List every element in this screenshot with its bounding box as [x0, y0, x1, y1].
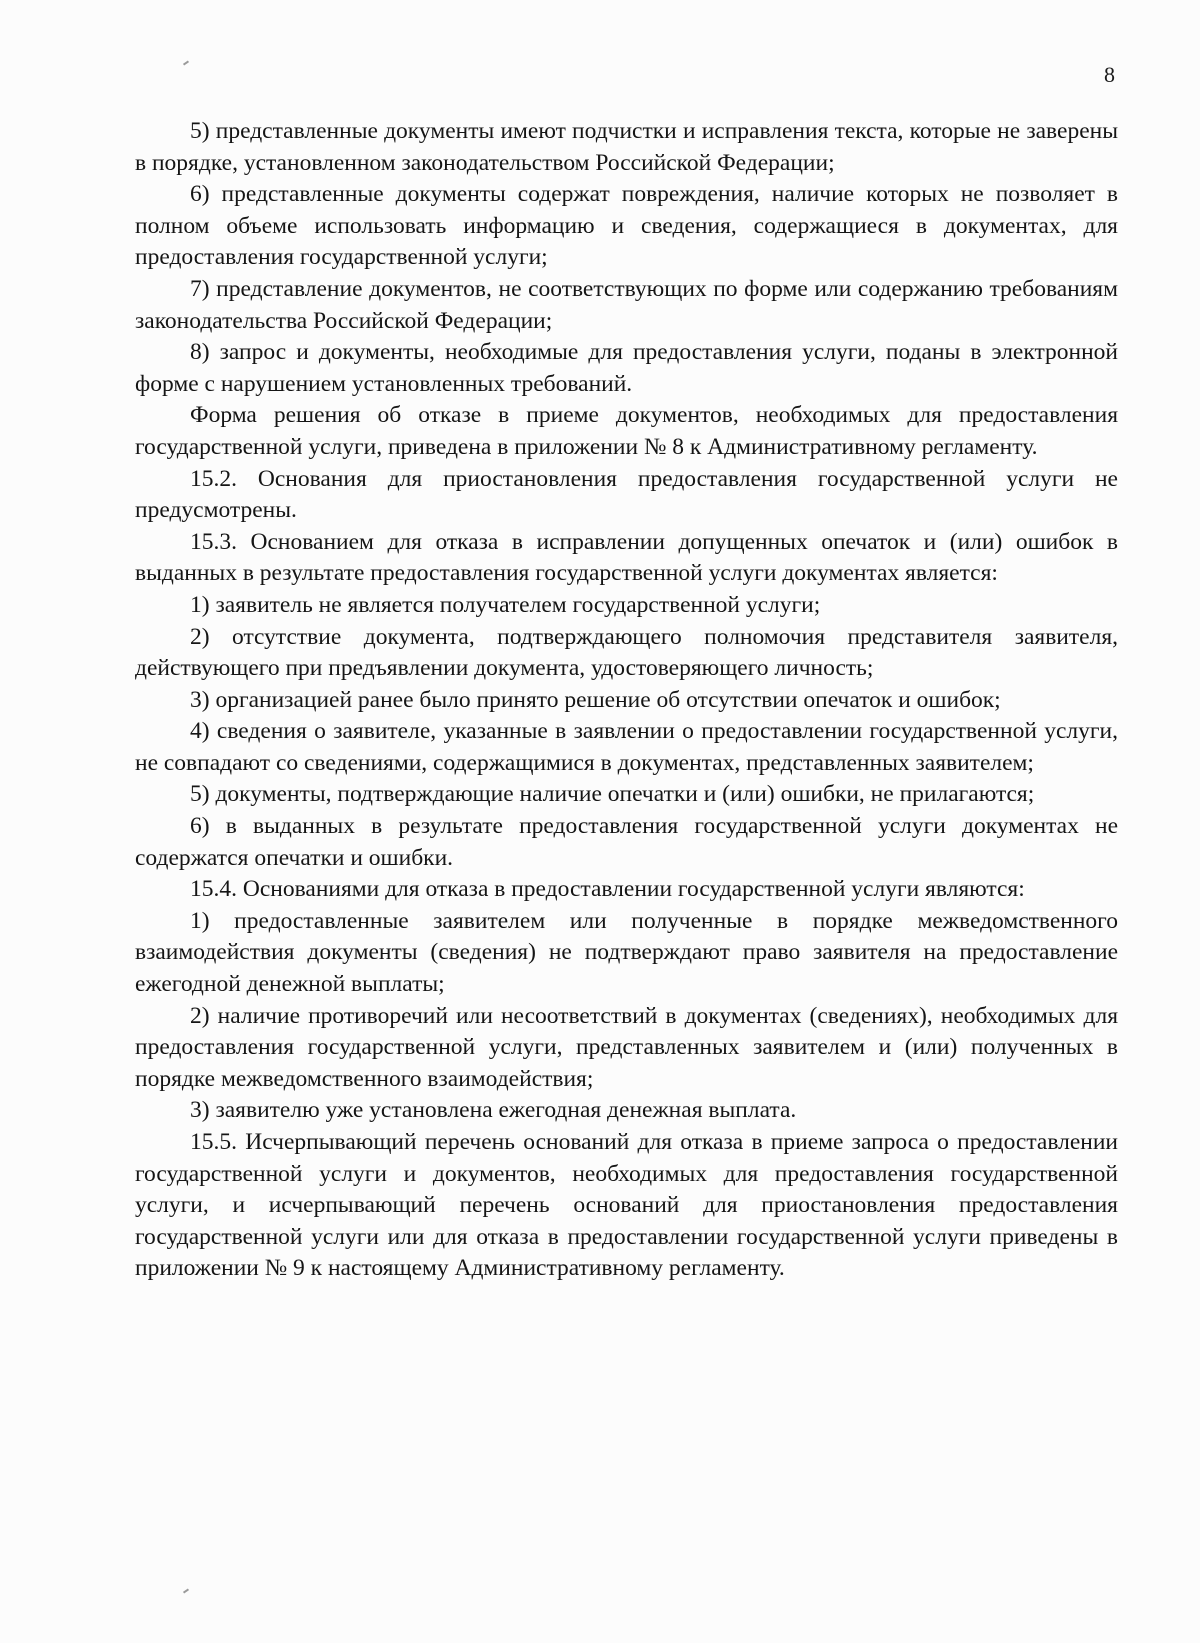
paragraph-15-3: 15.3. Основанием для отказа в исправлении допущенных опечаток и (или) ошибок в выданных в результате предоставления государственной услуги документах является: — [135, 528, 1118, 587]
paragraph-15-4-item-3: 3) заявителю уже установлена ежегодная денежная выплата. — [190, 1097, 797, 1124]
scan-speck — [183, 60, 189, 65]
paragraph-item-8: 8) запрос и документы, необходимые для предоставления услуги, поданы в электронной форме с нарушением установленных требований. — [135, 339, 1118, 397]
document-body — [135, 116, 1118, 1285]
paragraph-15-3-item-2: 2) отсутствие документа, подтверждающего полномочия представителя заявителя, действующего при предъявлении документа, удостоверяющего личность; — [135, 623, 1118, 682]
scan-speck — [183, 1588, 189, 1593]
paragraph-15-3-item-5: 5) документы, подтверждающие наличие опечатки и (или) ошибки, не прилагаются; — [190, 781, 1035, 808]
paragraph-refusal-form: Форма решения об отказе в приеме документов, необходимых для предоставления государственной услуги, приведена в приложении № 8 к Административному регламенту. — [135, 402, 1118, 460]
paragraph-15-4-item-2: 2) наличие противоречий или несоответствий в документах (сведениях), необходимых для предоставления государственной услуги, представленных заявителем и (или) полученных в порядке межведомственного взаимодействия; — [135, 1002, 1118, 1092]
paragraph-15-3-item-6: 6) в выданных в результате предоставления государственной услуги документах не содержатся опечатки и ошибки. — [135, 813, 1118, 871]
page-number: 8 — [1104, 62, 1115, 87]
paragraph-15-4: 15.4. Основаниями для отказа в предоставлении государственной услуги являются: — [190, 876, 1025, 903]
paragraph-item-6: 6) представленные документы содержат повреждения, наличие которых не позволяет в полном объеме использовать информацию и сведения, содержащиеся в документах, для предоставления государственной услуги; — [135, 181, 1118, 271]
paragraph-15-2: 15.2. Основания для приостановления предоставления государственной услуги не предусмотрены. — [135, 465, 1118, 524]
paragraph-15-3-item-3: 3) организацией ранее было принято решение об отсутствии опечаток и ошибок; — [190, 686, 1001, 713]
paragraph-15-4-item-1: 1) предоставленные заявителем или полученные в порядке межведомственного взаимодействия документы (сведения) не подтверждают право заявителя на предоставление ежегодной денежной выплаты; — [135, 907, 1118, 998]
paragraph-15-3-item-4: 4) сведения о заявителе, указанные в заявлении о предоставлении государственной услуги, не совпадают со сведениями, содержащимися в документах, представленных заявителем; — [135, 718, 1118, 776]
paragraph-15-3-item-1: 1) заявитель не является получателем государственной услуги; — [190, 591, 821, 618]
paragraph-15-5: 15.5. Исчерпывающий перечень оснований для отказа в приеме запроса о предоставлении государственной услуги и документов, необходимых для предоставления государственной услуги, и исчерпывающий перечень оснований для приостановления предоставления государственной услуги или для отказа в предоставлении государственной услуги приведены в приложении № 9 к настоящему Административному регламенту. — [135, 1129, 1118, 1282]
paragraph-item-5: 5) представленные документы имеют подчистки и исправления текста, которые не заверены в порядке, установленном законодательством Российской Федерации; — [135, 118, 1118, 176]
paragraph-item-7: 7) представление документов, не соответствующих по форме или содержанию требованиям законодательства Российской Федерации; — [135, 275, 1118, 334]
